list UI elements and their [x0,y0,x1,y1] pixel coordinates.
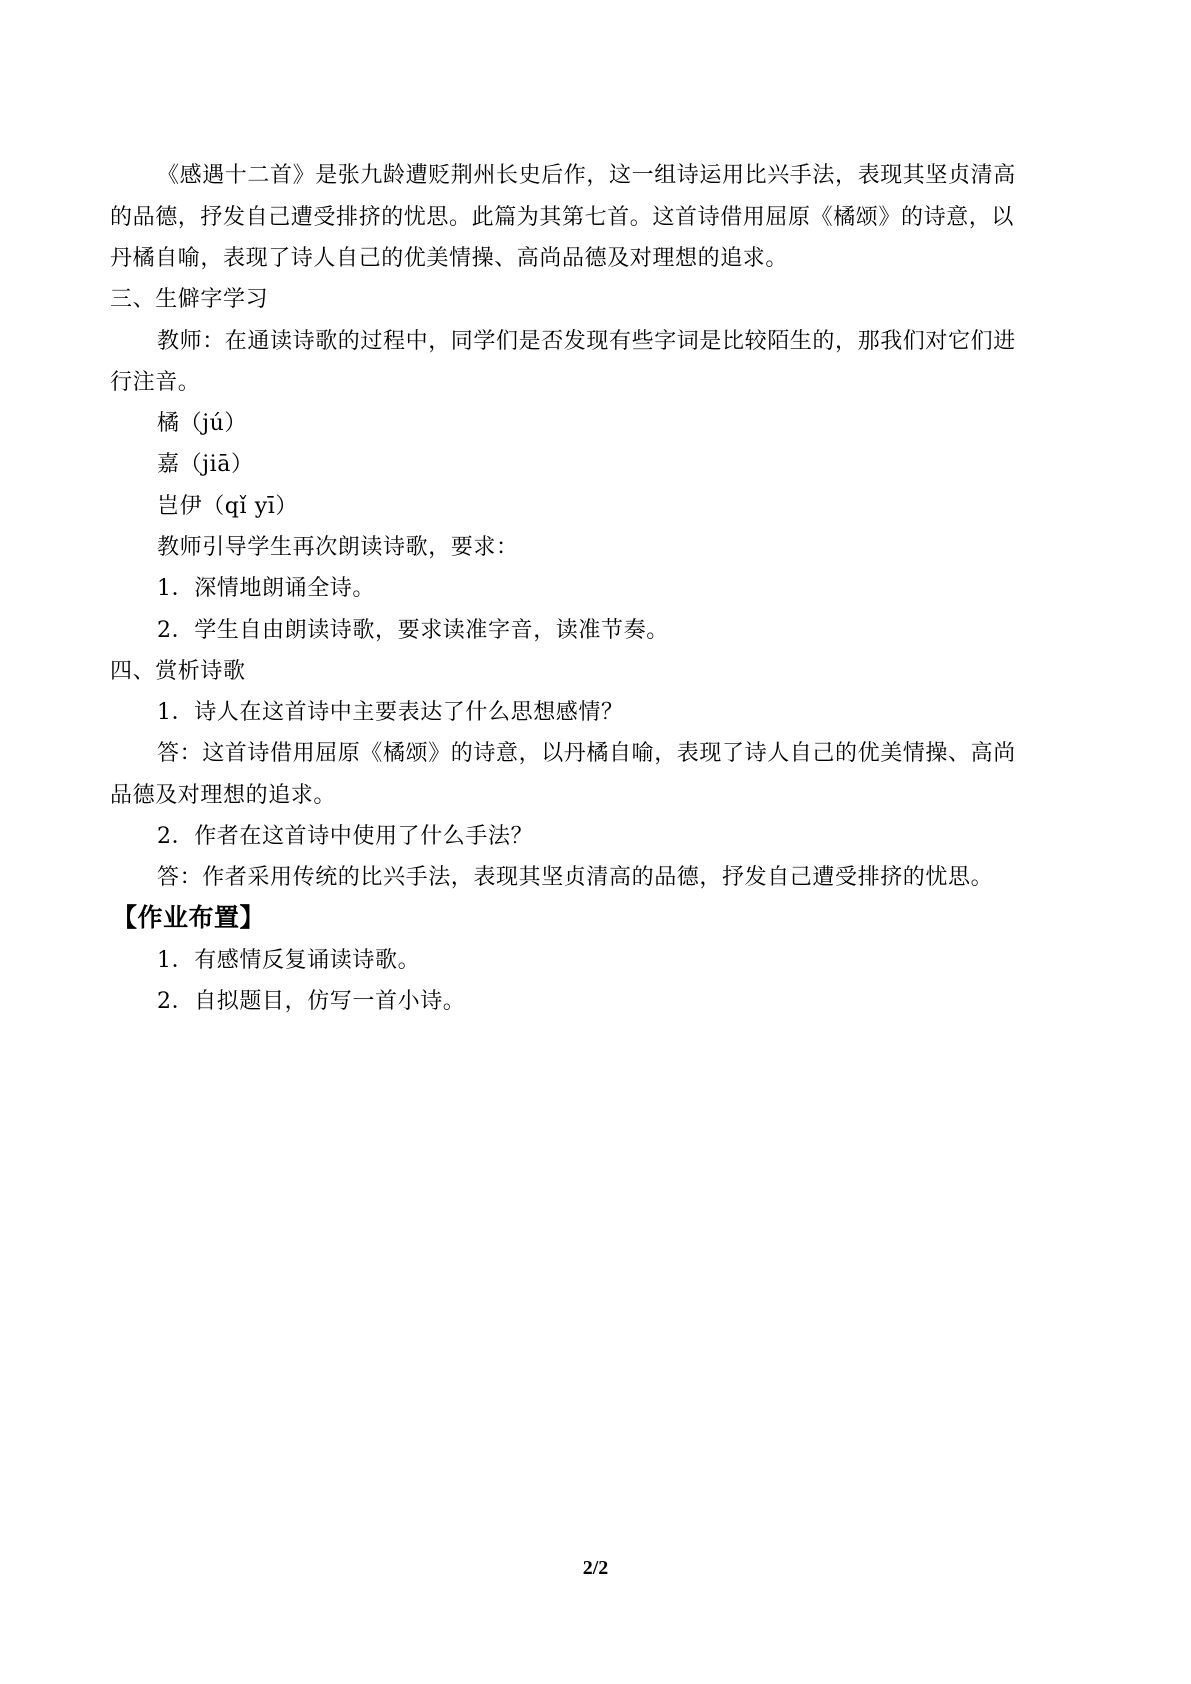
homework-item-1: 1．有感情反复诵读诗歌。 [157,948,421,973]
pinyin-word-jia: 嘉（jiā） [157,452,254,477]
intro-paragraph-line-3: 丹橘自喻，表现了诗人自己的优美情操、高尚品德及对理想的追求。 [110,246,789,271]
answer-1-line-1: 答：这首诗借用屈原《橘颂》的诗意，以丹橘自喻，表现了诗人自己的优美情操、高尚 [157,741,1016,766]
answer-2: 答：作者采用传统的比兴手法，表现其坚贞清高的品德，抒发自己遭受排挤的忧思。 [157,865,994,890]
section-heading-rare-words: 三、生僻字学习 [110,287,269,312]
teacher-instruction-line-2: 行注音。 [110,370,201,395]
intro-paragraph-line-2: 的品德，抒发自己遭受排挤的忧思。此篇为其第七首。这首诗借用屈原《橘颂》的诗意，以 [110,205,1015,230]
reading-guide: 教师引导学生再次朗读诗歌，要求： [157,535,519,560]
page-number: 2/2 [582,1557,609,1579]
pinyin-word-ju: 橘（jú） [157,411,247,436]
section-heading-appreciation: 四、赏析诗歌 [110,659,246,684]
answer-1-line-2: 品德及对理想的追求。 [110,783,337,808]
question-1: 1．诗人在这首诗中主要表达了什么思想感情？ [157,700,624,725]
teacher-instruction-line-1: 教师：在通读诗歌的过程中，同学们是否发现有些字词是比较陌生的，那我们对它们进 [157,329,1016,354]
pinyin-word-qiyi: 岂伊（qǐ yī） [157,494,298,519]
homework-item-2: 2．自拟题目，仿写一首小诗。 [157,989,466,1014]
question-2: 2．作者在这首诗中使用了什么手法？ [157,824,534,849]
reading-requirement-2: 2．学生自由朗读诗歌，要求读准字音，读准节奏。 [157,618,669,643]
homework-heading: 【作业布置】 [112,903,266,932]
intro-paragraph-line-1: 《感遇十二首》是张九龄遭贬荆州长史后作，这一组诗运用比兴手法，表现其坚贞清高 [157,163,1016,188]
reading-requirement-1: 1．深情地朗诵全诗。 [157,576,375,601]
